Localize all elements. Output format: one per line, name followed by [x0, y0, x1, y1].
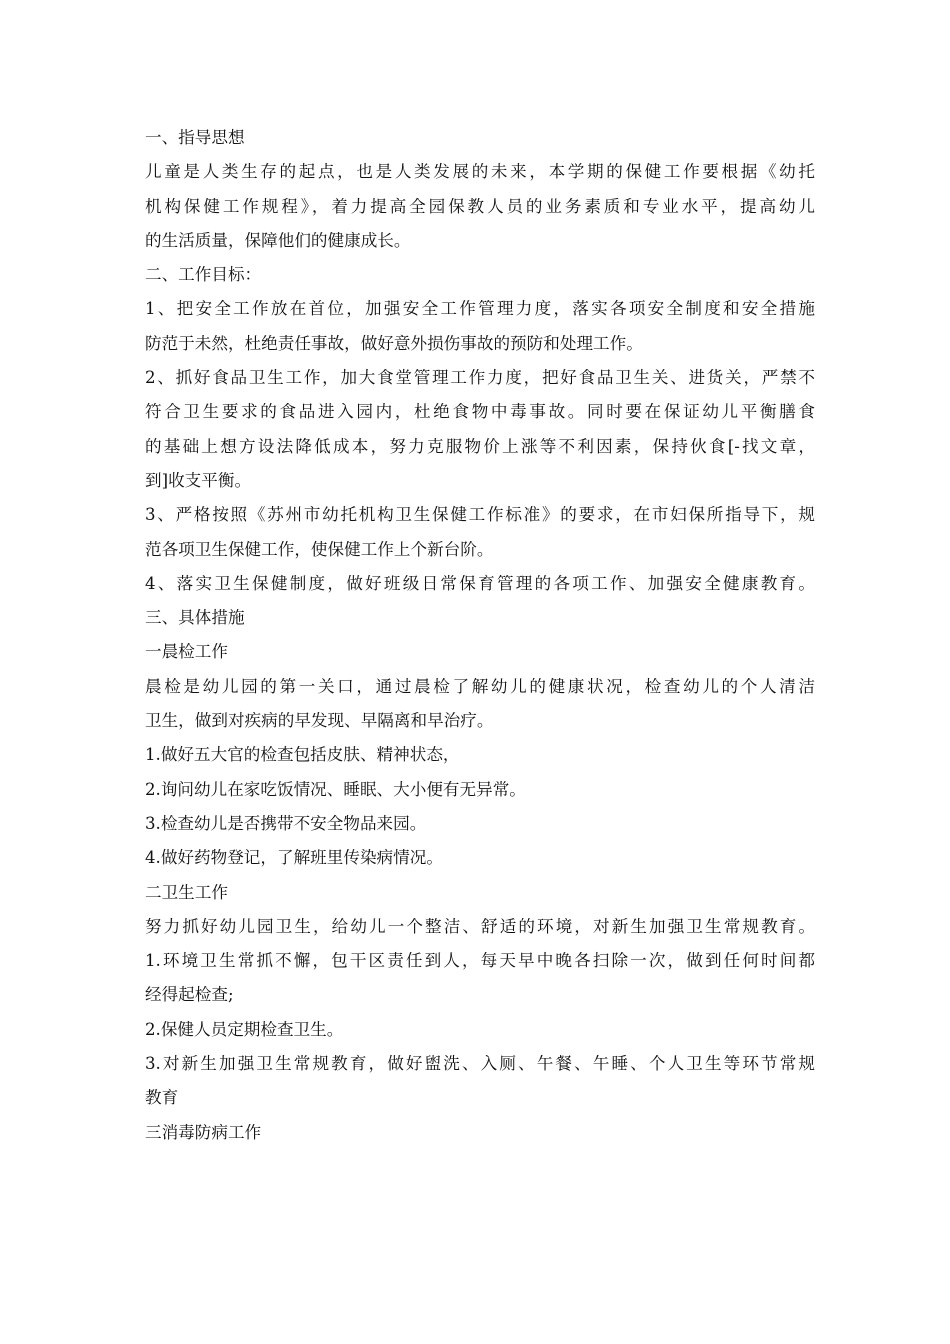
paragraph-line: 儿童是人类生存的起点，也是人类发展的未来，本学期的保健工作要根据《幼托	[145, 162, 815, 182]
goal-item-line: 3、严格按照《苏州市幼托机构卫生保健工作标准》的要求，在市妇保所指导下，规	[145, 505, 815, 525]
subheading-disinfection: 三消毒防病工作	[145, 1122, 262, 1142]
subheading-morning-check: 一晨检工作	[145, 642, 228, 662]
document-body	[145, 121, 815, 1150]
goal-item-line: 范各项卫生保健工作，使保健工作上个新台阶。	[145, 539, 494, 559]
list-item: 4.做好药物登记，了解班里传染病情况。	[145, 848, 443, 868]
list-item: 3.对新生加强卫生常规教育，做好盥洗、入厕、午餐、午睡、个人卫生等环节常规	[145, 1054, 815, 1074]
list-item: 2.保健人员定期检查卫生。	[145, 1019, 344, 1039]
goal-item-line: 1、把安全工作放在首位，加强安全工作管理力度，落实各项安全制度和安全措施	[145, 299, 815, 319]
paragraph-line: 晨检是幼儿园的第一关口，通过晨检了解幼儿的健康状况，检查幼儿的个人清洁	[145, 676, 815, 696]
list-item: 3.检查幼儿是否携带不安全物品来园。	[145, 813, 427, 833]
list-item: 1.环境卫生常抓不懈，包干区责任到人，每天早中晚各扫除一次，做到任何时间都	[145, 951, 815, 971]
paragraph-line: 机构保健工作规程》，着力提高全园保教人员的业务素质和专业水平，提高幼儿	[145, 196, 815, 216]
list-item: 2.询问幼儿在家吃饭情况、睡眠、大小便有无异常。	[145, 779, 526, 799]
goal-item-line: 符合卫生要求的食品进入园内，杜绝食物中毒事故。同时要在保证幼儿平衡膳食	[145, 402, 815, 422]
paragraph-line: 卫生，做到对疾病的早发现、早隔离和早治疗。	[145, 711, 494, 731]
heading-guiding-thought: 一、指导思想	[145, 128, 245, 147]
goal-item-line: 4、落实卫生保健制度，做好班级日常保育管理的各项工作、加强安全健康教育。	[145, 573, 815, 593]
list-item: 经得起检查;	[145, 985, 234, 1005]
paragraph-line: 的生活质量，保障他们的健康成长。	[145, 230, 411, 250]
paragraph-line: 努力抓好幼儿园卫生，给幼儿一个整洁、舒适的环境，对新生加强卫生常规教育。	[145, 916, 815, 936]
heading-specific-measures: 三、具体措施	[145, 608, 245, 628]
goal-item-line: 2、抓好食品卫生工作，加大食堂管理工作力度，把好食品卫生关、进货关，严禁不	[145, 368, 815, 388]
list-item: 教育	[145, 1088, 179, 1108]
goal-item-line: 防范于未然，杜绝责任事故，做好意外损伤事故的预防和处理工作。	[145, 333, 643, 353]
list-item: 1.做好五大官的检查包括皮肤、精神状态，	[145, 745, 460, 765]
subheading-hygiene-work: 二卫生工作	[145, 882, 228, 902]
goal-item-line: 的基础上想方设法降低成本，努力克服物价上涨等不利因素，保持伙食[-找文章，	[145, 436, 815, 456]
heading-work-goals: 二、工作目标：	[145, 265, 262, 285]
goal-item-line: 到]收支平衡。	[145, 470, 252, 490]
